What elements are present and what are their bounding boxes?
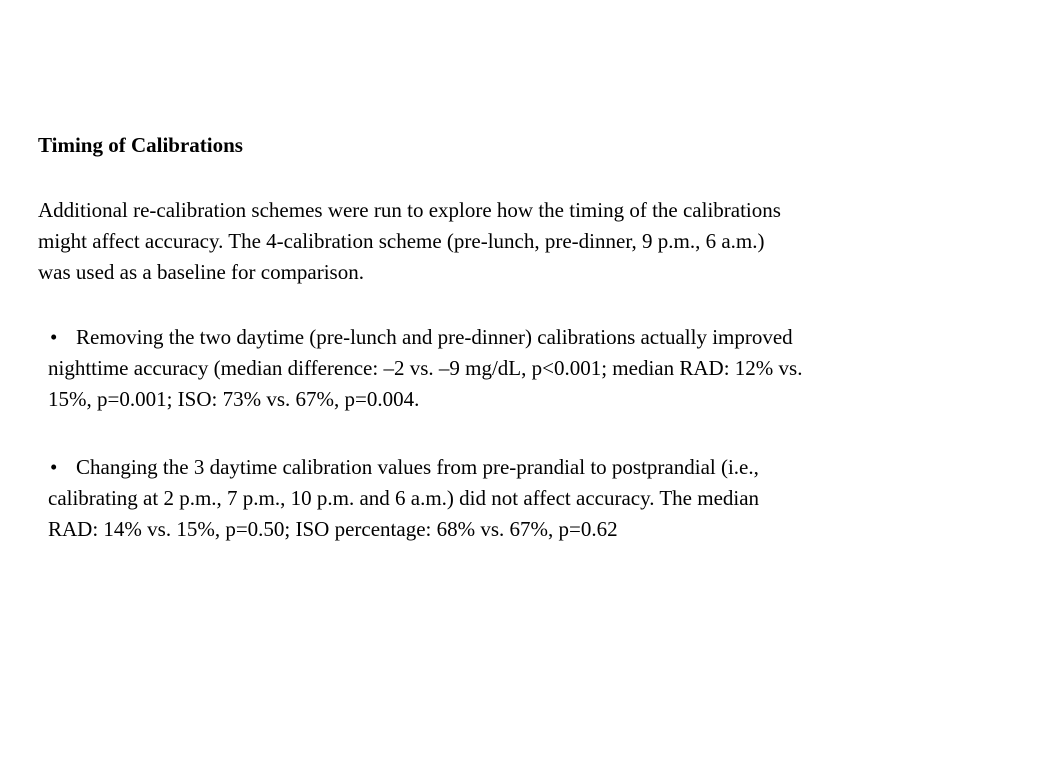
intro-line: Additional re-calibration schemes were run to explore how the timing of the calibrations: [38, 198, 781, 222]
bullet-item-changing-values: [48, 452, 1038, 545]
bullet-dot-icon: •: [50, 455, 58, 479]
intro-line: was used as a baseline for comparison.: [38, 260, 364, 284]
bullet-text: RAD: 14% vs. 15%, p=0.50; ISO percentage: 68% vs. 67%, p=0.62: [48, 517, 618, 541]
intro-paragraph: [38, 195, 1028, 288]
bullet-text: nighttime accuracy (median difference: –2 vs. –9 mg/dL, p<0.001; median RAD: 12% vs.: [48, 356, 803, 380]
bullet-text: 15%, p=0.001; ISO: 73% vs. 67%, p=0.004.: [48, 387, 420, 411]
bullet-text: calibrating at 2 p.m., 7 p.m., 10 p.m. and 6 a.m.) did not affect accuracy. The median: [48, 486, 760, 510]
intro-line: might affect accuracy. The 4-calibration scheme (pre-lunch, pre-dinner, 9 p.m., 6 a.m.): [38, 229, 765, 253]
bullet-item-removing-daytime: [48, 322, 1038, 415]
bullet-text: Removing the two daytime (pre-lunch and pre-dinner) calibrations actually improved: [76, 325, 793, 349]
slide-title: Timing of Calibrations: [38, 133, 243, 157]
bullet-dot-icon: •: [50, 325, 58, 349]
bullet-text: Changing the 3 daytime calibration values from pre-prandial to postprandial (i.e.,: [76, 455, 759, 479]
